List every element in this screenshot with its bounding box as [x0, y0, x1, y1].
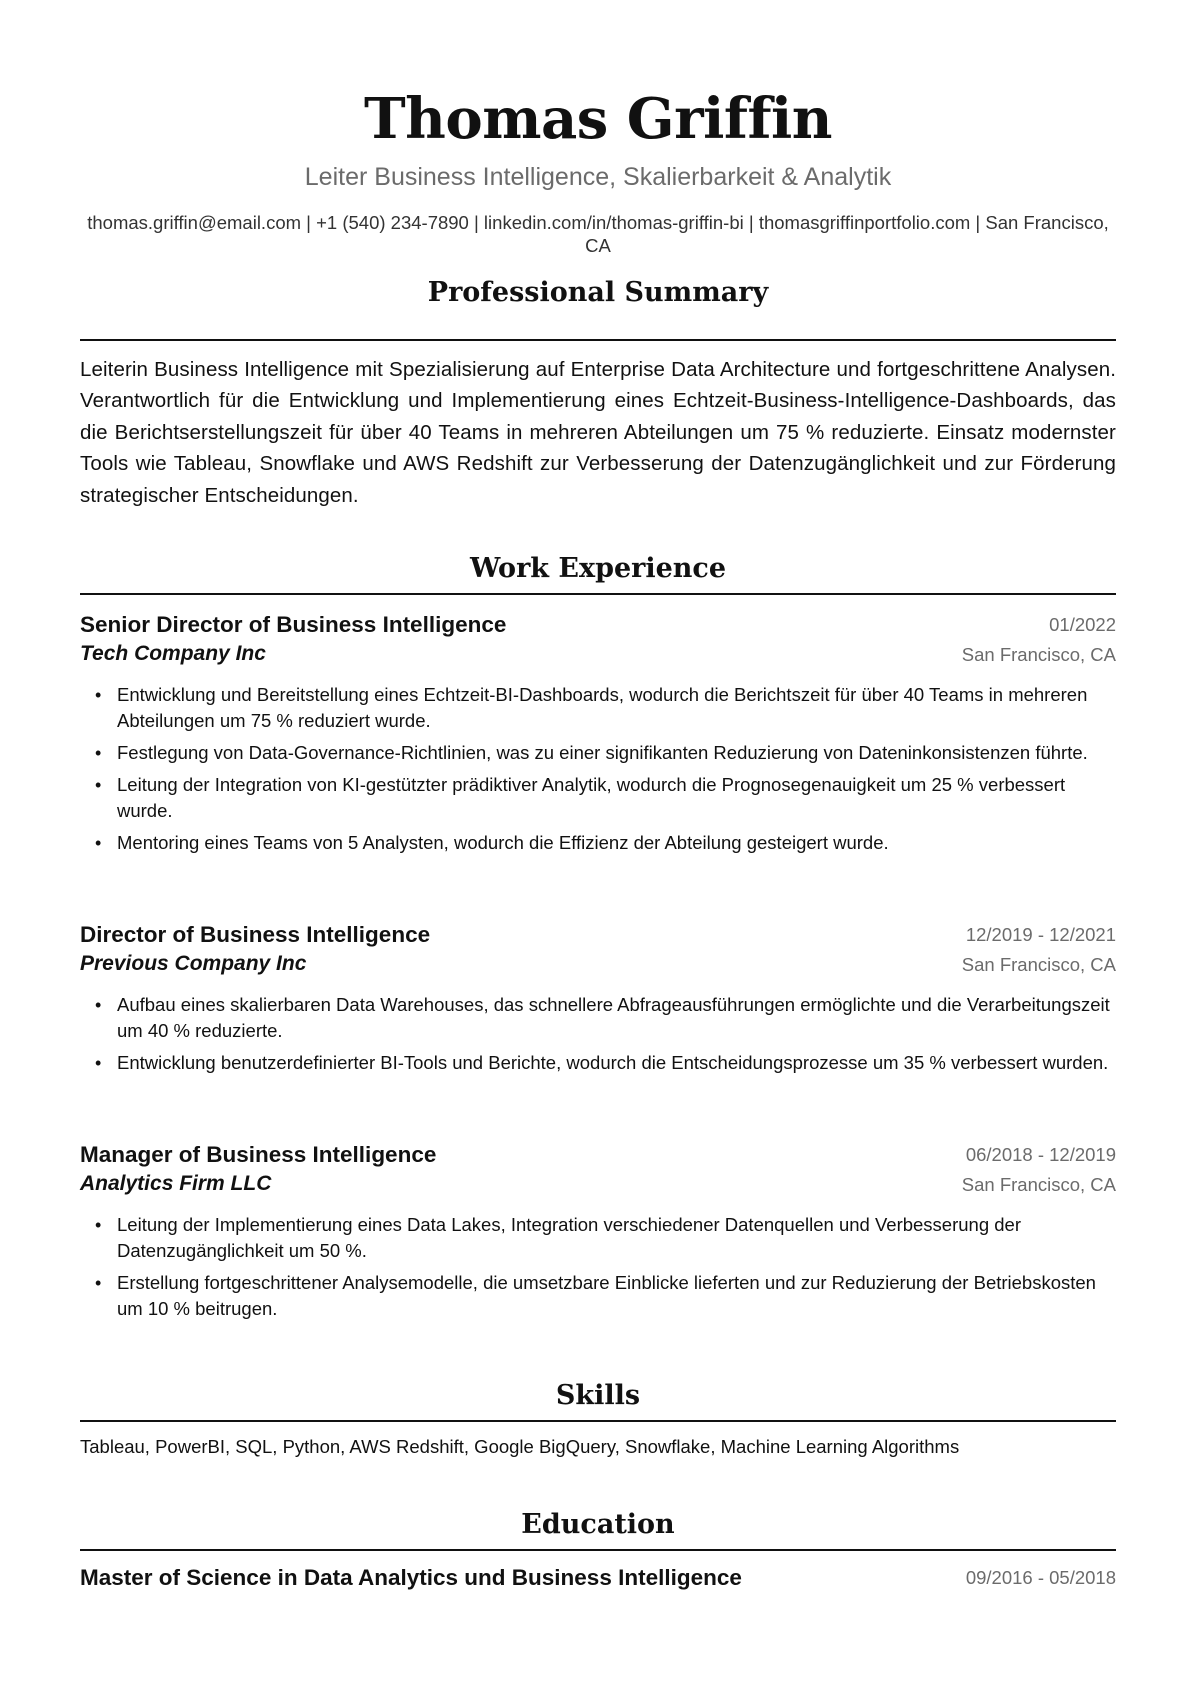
job-date: 01/2022: [1049, 614, 1116, 635]
section-title-education: Education: [521, 1509, 675, 1540]
job-title: Director of Business Intelligence: [80, 922, 431, 947]
bullet-item: • Entwicklung benutzerdefinierter BI-Tools und Berichte, wodurch die Entscheidungsprozesse um 35 % verbessert wurden.: [80, 1050, 1116, 1076]
job-bullets: [80, 992, 1116, 1076]
bullet-item: • Leitung der Implementierung eines Data Lakes, Integration verschiedener Datenquellen und Verbesserung der Datenzugänglichkeit um 50 %.: [80, 1212, 1116, 1264]
job-location: San Francisco, CA: [961, 1174, 1116, 1195]
bullet-item: • Entwicklung und Bereitstellung eines Echtzeit-BI-Dashboards, wodurch die Berichtszeit für über 40 Teams in mehreren Abteilungen um 75 % reduziert wurde.: [80, 682, 1116, 734]
job-date: 06/2018 - 12/2019: [965, 1144, 1116, 1165]
section-divider: [80, 1549, 1116, 1551]
section-divider: [80, 339, 1116, 341]
job-location: San Francisco, CA: [961, 644, 1116, 665]
bullet-item: • Erstellung fortgeschrittener Analysemodelle, die umsetzbare Einblicke lieferten und zur Reduzierung der Betriebskosten um 10 % beitrugen.: [80, 1270, 1116, 1322]
job-title: Senior Director of Business Intelligence: [80, 612, 507, 637]
candidate-title: Leiter Business Intelligence, Skalierbarkeit & Analytik: [304, 163, 892, 191]
bullet-item: • Mentoring eines Teams von 5 Analysten, wodurch die Effizienz der Abteilung gesteigert wurde.: [80, 830, 1116, 856]
section-title-experience: Work Experience: [469, 553, 727, 584]
contact-line: thomas.griffin@email.com | +1 (540) 234-7890 | linkedin.com/in/thomas-griffin-bi | thomasgriffinportfolio.com | San Francisco, CA: [87, 212, 1109, 256]
education-degree: Master of Science in Data Analytics und Business Intelligence: [80, 1565, 742, 1590]
bullet-item: • Festlegung von Data-Governance-Richtlinien, was zu einer signifikanten Reduzierung von Dateninkonsistenzen führte.: [80, 740, 1116, 766]
section-title-summary: Professional Summary: [427, 277, 769, 308]
job-bullets: [80, 682, 1116, 856]
job-entry: [80, 612, 1116, 862]
education-date: 09/2016 - 05/2018: [965, 1567, 1116, 1588]
job-title: Manager of Business Intelligence: [80, 1142, 437, 1167]
job-company: Previous Company Inc: [80, 952, 307, 975]
job-date: 12/2019 - 12/2021: [965, 924, 1116, 945]
candidate-name: Thomas Griffin: [363, 86, 833, 152]
section-divider: [80, 593, 1116, 595]
job-company: Analytics Firm LLC: [80, 1172, 272, 1195]
bullet-item: • Aufbau eines skalierbaren Data Warehouses, das schnellere Abfrageausführungen ermöglichte und die Verarbeitungszeit um 40 % reduzierte.: [80, 992, 1116, 1044]
job-entry: [80, 922, 1116, 1082]
job-bullets: [80, 1212, 1116, 1322]
section-title-skills: Skills: [555, 1380, 641, 1411]
bullet-item: • Leitung der Integration von KI-gestützter prädiktiver Analytik, wodurch die Prognosegenauigkeit um 25 % verbessert wurde.: [80, 772, 1116, 824]
skills-list: Tableau, PowerBI, SQL, Python, AWS Redshift, Google BigQuery, Snowflake, Machine Learning Algorithms: [80, 1436, 960, 1457]
job-entry: [80, 1142, 1116, 1328]
job-company: Tech Company Inc: [80, 642, 266, 665]
summary-text: Leiterin Business Intelligence mit Spezialisierung auf Enterprise Data Architecture und fortgeschrittene Analysen. Verantwortlich für die Entwicklung und Implementierung eines Echtzeit-Business-Intelligence-Dashboards, das die Berichtserstellungszeit für über 40 Teams in mehreren Abteilungen um 75 % reduzierte. Einsatz modernster Tools wie Tableau, Snowflake und AWS Redshift zur Verbesserung der Datenzugänglichkeit und zur Förderung strategischer Entscheidungen.: [80, 358, 1116, 507]
section-divider: [80, 1420, 1116, 1422]
job-location: San Francisco, CA: [961, 954, 1116, 975]
